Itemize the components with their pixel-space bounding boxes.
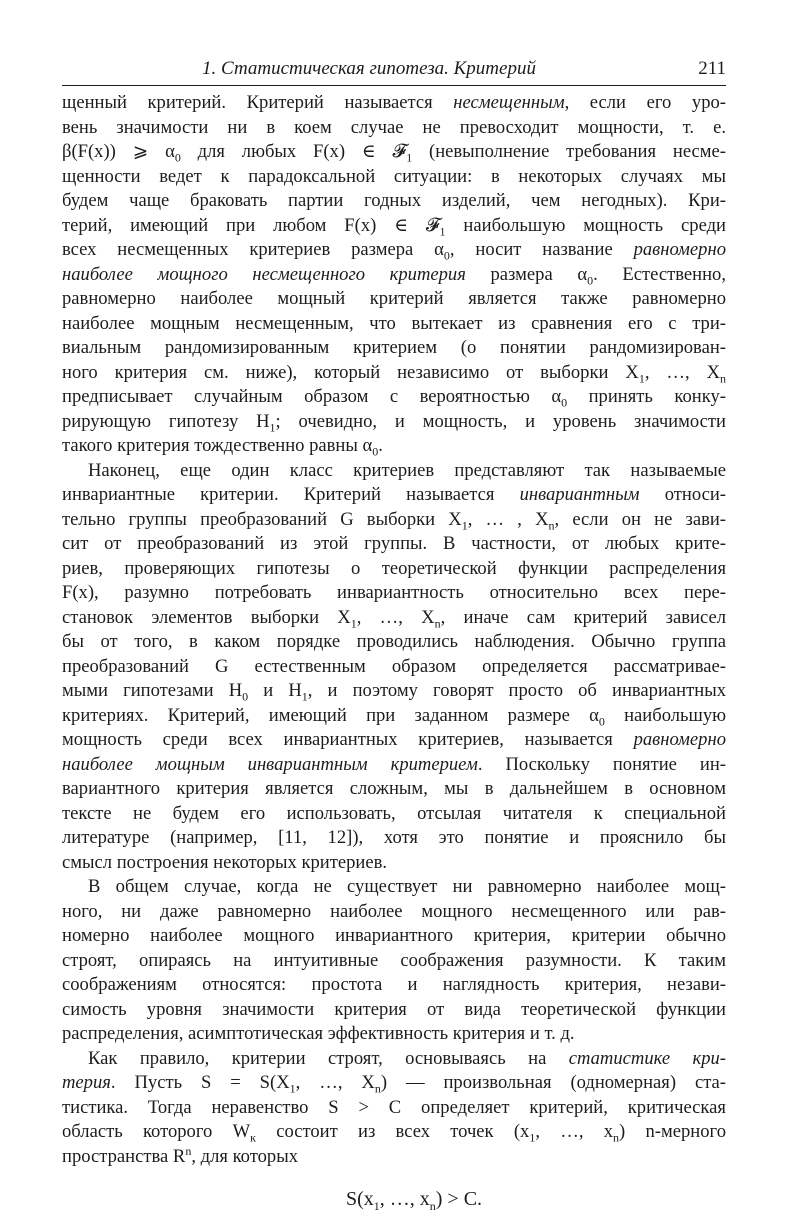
text-line bbox=[62, 312, 726, 337]
text-run: наибольшую мощность среди bbox=[445, 214, 726, 236]
italic-term: несмещенным bbox=[453, 92, 565, 113]
subscript: 0 bbox=[561, 395, 568, 410]
subscript: n bbox=[434, 616, 441, 631]
text-run: тистика. Тогда неравенство S > C определяет критерий, критическая bbox=[62, 1096, 726, 1118]
text-run: , если его уро- bbox=[564, 92, 727, 113]
text-run: такого критерия тождественно равны α bbox=[62, 435, 373, 456]
text-run: . Естественно, bbox=[593, 263, 726, 285]
text-line bbox=[62, 410, 726, 435]
body-text bbox=[62, 91, 726, 1223]
text-run: область которого W bbox=[62, 1121, 251, 1142]
italic-term: равномерно bbox=[633, 729, 726, 750]
italic-term: наиболее мощным инвариантным критерием bbox=[62, 753, 478, 775]
text-run: ) n-мерного bbox=[619, 1121, 727, 1142]
text-line bbox=[62, 91, 726, 116]
subscript: 1 bbox=[638, 371, 645, 386]
text-run: , … , X bbox=[467, 508, 549, 530]
text-run: сит от преобразований из этой группы. В частности, от любых крите- bbox=[62, 533, 726, 554]
subscript: n bbox=[374, 1081, 381, 1096]
page-number: 211 bbox=[698, 58, 726, 79]
text-run: пространства R bbox=[62, 1145, 186, 1167]
text-line bbox=[62, 140, 726, 165]
subscript: 0 bbox=[598, 714, 605, 729]
text-run: ; очевидно, и мощность, и уровень значимости bbox=[275, 410, 726, 432]
text-run: вариантного критерия является сложным, мы в дальнейшем в основном bbox=[62, 778, 726, 799]
text-run: ного критерия см. ниже), который независимо от выборки X bbox=[62, 361, 639, 383]
text-run: виальным рандомизированным критерием (о понятии рандомизирован- bbox=[62, 337, 726, 358]
superscript: n bbox=[185, 1143, 192, 1158]
subscript: 0 bbox=[174, 150, 181, 165]
text-line bbox=[62, 263, 726, 288]
text-line bbox=[62, 434, 726, 459]
text-run: , носит название bbox=[449, 239, 634, 260]
text-line bbox=[62, 1120, 726, 1145]
subscript: 1 bbox=[529, 1130, 536, 1145]
text-run: S(x bbox=[345, 1188, 374, 1210]
text-line bbox=[62, 826, 726, 851]
text-run: тельно группы преобразований G выборки X bbox=[62, 508, 462, 530]
text-line bbox=[62, 679, 726, 704]
paragraph-4 bbox=[62, 1047, 726, 1170]
italic-term: наиболее мощного несмещенного критерия bbox=[62, 263, 466, 285]
text-line bbox=[62, 924, 726, 949]
italic-term: равномерно bbox=[633, 239, 726, 260]
text-run: , и поэтому говорят просто об инвариантных bbox=[307, 680, 726, 701]
text-line bbox=[62, 875, 726, 900]
text-line bbox=[62, 361, 726, 386]
text-line bbox=[62, 1145, 726, 1170]
text-line bbox=[62, 630, 726, 655]
text-run: рирующую гипотезу H bbox=[62, 410, 270, 432]
text-run: относи- bbox=[639, 484, 727, 505]
text-run: симость уровня значимости критерия от вида теоретической функции bbox=[62, 998, 726, 1020]
text-run: , для которых bbox=[191, 1145, 298, 1167]
text-run: состоит из всех точек (x bbox=[255, 1121, 530, 1142]
text-line bbox=[62, 728, 726, 753]
subscript: n bbox=[720, 371, 726, 386]
text-line bbox=[62, 287, 726, 312]
text-run: всех несмещенных критериев размера α bbox=[62, 239, 444, 260]
subscript: 1 bbox=[289, 1081, 296, 1096]
text-line bbox=[62, 777, 726, 802]
subscript: 0 bbox=[372, 444, 379, 459]
text-line bbox=[62, 655, 726, 680]
text-line bbox=[62, 753, 726, 778]
text-line bbox=[62, 1096, 726, 1121]
subscript: 1 bbox=[461, 518, 468, 533]
text-run: . Пусть S = S(X bbox=[110, 1072, 290, 1093]
text-line bbox=[62, 1047, 726, 1072]
subscript: 1 bbox=[269, 420, 276, 435]
text-run: вень значимости ни в коем случае не превосходит мощности, т. е. bbox=[62, 116, 726, 138]
italic-term: терия bbox=[62, 1072, 111, 1093]
text-line bbox=[62, 459, 726, 484]
text-run: , …, x bbox=[379, 1188, 430, 1210]
running-header bbox=[62, 58, 726, 84]
text-run: и H bbox=[248, 680, 302, 701]
text-line bbox=[62, 557, 726, 582]
text-run: мощность среди всех инвариантных критериев, называется bbox=[62, 729, 634, 750]
text-run: наибольшую bbox=[604, 704, 727, 726]
text-run: ) > C. bbox=[435, 1188, 483, 1210]
text-line bbox=[62, 581, 726, 606]
subscript: 1 bbox=[439, 224, 446, 239]
text-line bbox=[62, 483, 726, 508]
text-run: бы от того, в каком порядке проводились наблюдения. Обычно группа bbox=[62, 631, 726, 652]
text-line bbox=[62, 214, 726, 239]
text-run: щенный критерий. Критерий называется bbox=[62, 92, 454, 113]
subscript: к bbox=[250, 1130, 256, 1145]
text-run: ) — произвольная (одномерная) ста- bbox=[380, 1072, 726, 1093]
italic-term: инвариантным bbox=[519, 484, 640, 505]
header-rule bbox=[62, 85, 726, 86]
text-run: предписывает случайным образом с вероятностью α bbox=[62, 386, 562, 407]
text-run: терий, имеющий при любом F(x) ∈ 𝓕 bbox=[62, 214, 440, 236]
text-run: принять конку- bbox=[567, 386, 726, 407]
subscript: n bbox=[429, 1199, 436, 1213]
paragraph-1 bbox=[62, 91, 726, 459]
text-run: щенности ведет к парадоксальной ситуации: в некоторых случаях мы bbox=[62, 165, 726, 187]
text-run: литературе (например, [11, 12]), хотя это понятие и прояснило бы bbox=[62, 827, 726, 848]
text-run: , …, X bbox=[356, 606, 435, 628]
text-run: распределения, асимптотическая эффективность критерия и т. д. bbox=[62, 1023, 575, 1044]
text-line bbox=[62, 1022, 726, 1047]
text-line bbox=[62, 385, 726, 410]
text-line bbox=[62, 704, 726, 729]
text-run: . Поскольку понятие ин- bbox=[477, 753, 726, 775]
text-run: инвариантные критерии. Критерий называется bbox=[62, 484, 520, 505]
text-run: наиболее мощным несмещенным, что вытекает из сравнения его с три- bbox=[62, 312, 726, 334]
text-run: , …, X bbox=[295, 1072, 375, 1093]
subscript: 1 bbox=[373, 1199, 380, 1213]
text-run: , …, x bbox=[535, 1121, 614, 1142]
text-run: размера α bbox=[465, 263, 588, 285]
subscript: n bbox=[548, 518, 555, 533]
text-run: , иначе сам критерий зависел bbox=[440, 606, 727, 628]
text-run: будем чаще браковать партии годных изделий, чем негодных). Кри- bbox=[62, 190, 726, 211]
subscript: 1 bbox=[406, 150, 413, 165]
text-run: Наконец, еще один класс критериев представляют так называемые bbox=[88, 459, 726, 481]
text-run: строят, опираясь на интуитивные соображения разумности. К таким bbox=[62, 949, 726, 971]
text-run: риев, проверяющих гипотезы о теоретической функции распределения bbox=[62, 557, 726, 579]
text-line bbox=[62, 998, 726, 1023]
text-line bbox=[62, 851, 726, 876]
paragraph-3 bbox=[62, 875, 726, 1047]
text-line bbox=[62, 165, 726, 190]
subscript: 0 bbox=[443, 248, 450, 263]
text-line bbox=[62, 900, 726, 925]
text-run: β(F(x)) ⩾ α bbox=[62, 141, 175, 162]
text-run: преобразований G естественным образом определяется рассматривае- bbox=[62, 655, 726, 677]
subscript: 0 bbox=[242, 689, 249, 704]
text-line bbox=[62, 238, 726, 263]
subscript: 1 bbox=[350, 616, 357, 631]
text-run: равномерно наиболее мощный критерий является также равномерно bbox=[62, 288, 726, 309]
text-line bbox=[62, 1071, 726, 1096]
paragraph-2 bbox=[62, 459, 726, 876]
text-run: критериях. Критерий, имеющий при заданном размере α bbox=[62, 704, 599, 726]
text-run: для любых F(x) ∈ 𝓕 bbox=[180, 141, 407, 162]
text-line bbox=[62, 973, 726, 998]
text-run: ного, ни даже равномерно наиболее мощного несмещенного или рав- bbox=[62, 900, 726, 922]
text-run: становок элементов выборки X bbox=[62, 606, 351, 628]
text-line bbox=[62, 508, 726, 533]
text-line bbox=[62, 336, 726, 361]
text-run: соображениям относятся: простота и наглядность критерия, незави- bbox=[62, 974, 726, 995]
text-run: F(x), разумно потребовать инвариантность относительно всех пере- bbox=[62, 582, 726, 603]
subscript: 0 bbox=[587, 273, 594, 288]
text-run: (невыполнение требования несме- bbox=[412, 141, 726, 162]
text-line bbox=[62, 949, 726, 974]
chapter-title: 1. Статистическая гипотеза. Критерий bbox=[202, 58, 536, 79]
text-line bbox=[62, 116, 726, 141]
text-line bbox=[62, 189, 726, 214]
text-line bbox=[62, 802, 726, 827]
text-run: , …, X bbox=[644, 361, 720, 383]
text-run: номерно наиболее мощного инвариантного критерия, критерии обычно bbox=[62, 925, 726, 946]
text-line bbox=[62, 606, 726, 631]
text-run: мыми гипотезами H bbox=[62, 680, 243, 701]
text-run: Как правило, критерии строят, основываясь на bbox=[88, 1047, 569, 1069]
text-run: тексте не будем его использовать, отсылая читателя к специальной bbox=[62, 802, 726, 824]
subscript: 1 bbox=[301, 689, 308, 704]
text-run: смысл построения некоторых критериев. bbox=[62, 851, 388, 873]
text-run: В общем случае, когда не существует ни равномерно наиболее мощ- bbox=[88, 876, 726, 897]
text-run: , если он не зави- bbox=[554, 508, 726, 530]
subscript: n bbox=[613, 1130, 620, 1145]
italic-term: статистике кри- bbox=[568, 1047, 726, 1069]
text-line bbox=[62, 532, 726, 557]
text-run: . bbox=[378, 435, 383, 456]
